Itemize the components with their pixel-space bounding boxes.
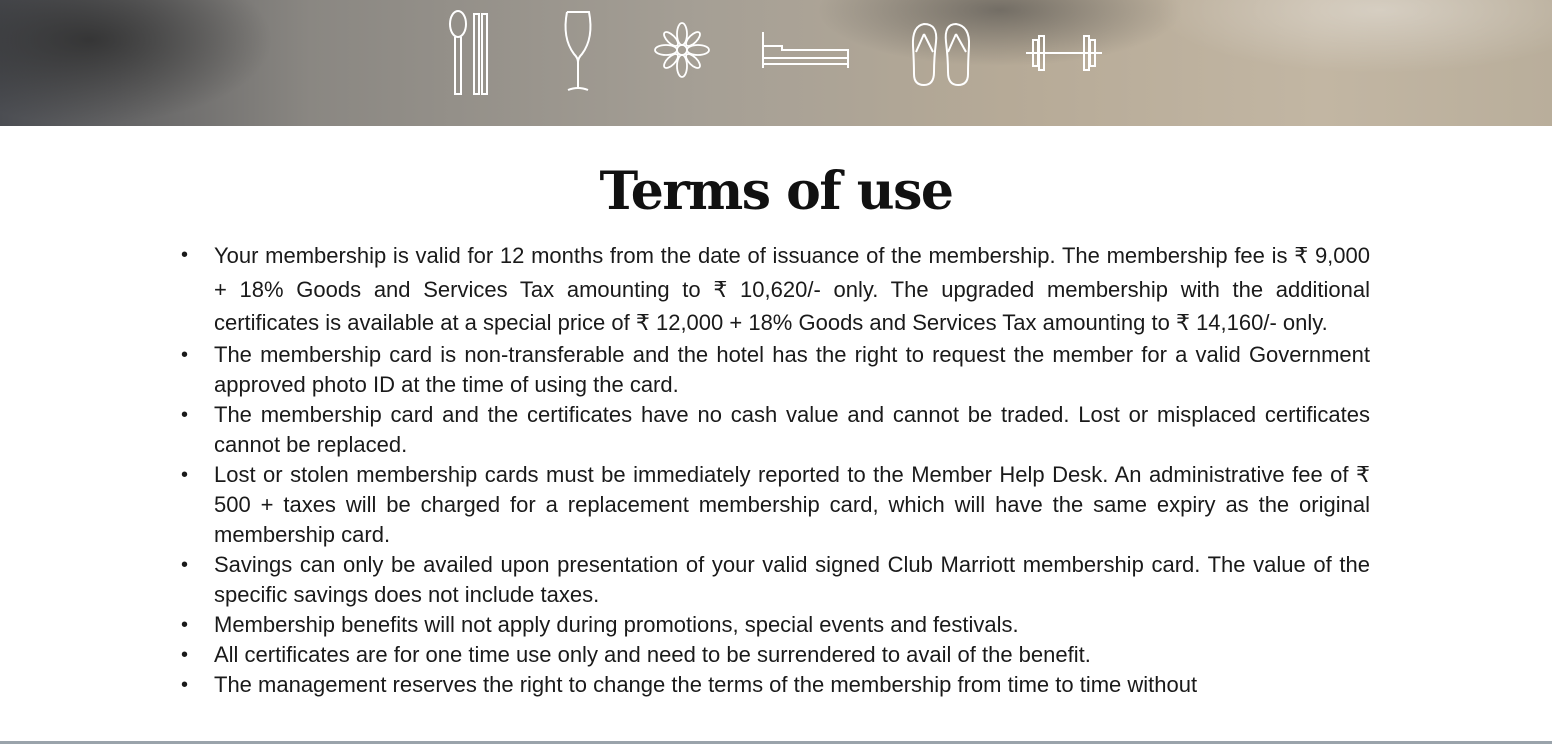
term-item: • Your membership is valid for 12 months from the date of issuance of the membership. The membership fee is ₹ 9,000 + 18% Goods and Services Tax amounting to ₹ 10,620/- only. The upgraded membership with the additional certificates is available at a special price of ₹ 12,000 + 18% Goods and Services Tax amounting to ₹ 14,160/- only.: [178, 239, 1370, 340]
dumbbell-icon: [1024, 32, 1104, 74]
amenity-icons: [0, 8, 1552, 98]
page-title: Terms of use: [599, 161, 953, 222]
terms-list: [178, 239, 1370, 700]
term-item: • Lost or stolen membership cards must be immediately reported to the Member Help Desk. An administrative fee of ₹ 500 + taxes will be charged for a replacement membership card, which will have the same expiry as the original membership card.: [178, 460, 1370, 550]
wine-glass-icon: [560, 8, 596, 94]
hero-banner: [0, 0, 1552, 126]
term-item: • The membership card and the certificates have no cash value and cannot be traded. Lost or misplaced certificates cannot be replaced.: [178, 400, 1370, 460]
term-item: • All certificates are for one time use only and need to be surrendered to avail of the benefit.: [178, 640, 1370, 670]
term-item: • The management reserves the right to change the terms of the membership from time to time without: [178, 670, 1370, 700]
term-item: • The membership card is non-transferable and the hotel has the right to request the member for a valid Government approved photo ID at the time of using the card.: [178, 340, 1370, 400]
term-item: • Membership benefits will not apply during promotions, special events and festivals.: [178, 610, 1370, 640]
flower-spa-icon: [654, 22, 710, 78]
flip-flops-icon: [908, 22, 974, 88]
term-item: • Savings can only be availed upon presentation of your valid signed Club Marriott membership card. The value of the specific savings does not include taxes.: [178, 550, 1370, 610]
bed-icon: [760, 30, 852, 72]
spoon-fork-icon: [446, 8, 492, 96]
banner-divider: [0, 126, 1552, 140]
